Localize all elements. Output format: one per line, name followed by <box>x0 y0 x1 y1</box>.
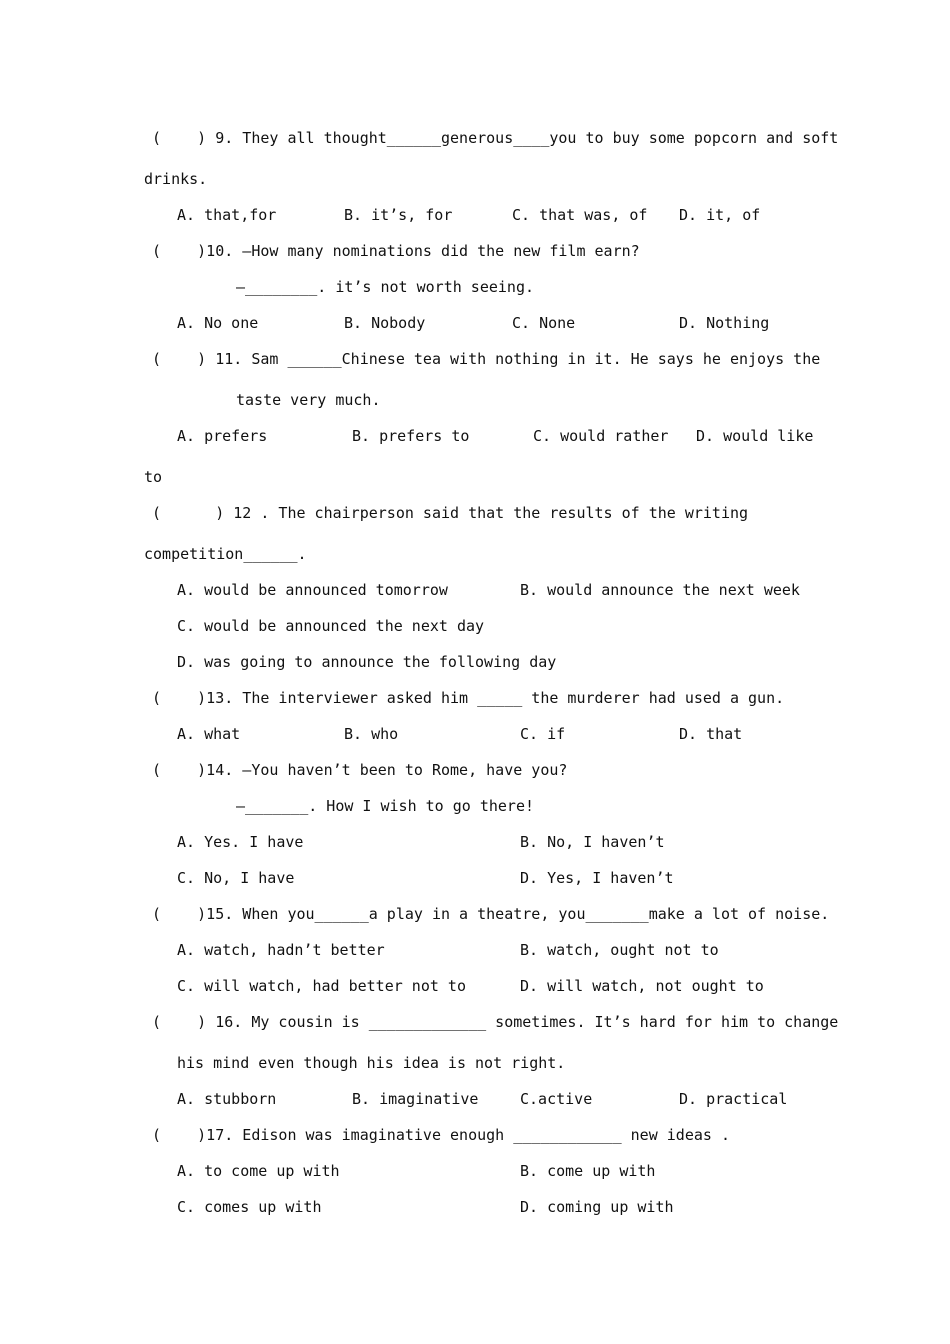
q15-option-b: B. watch, ought not to <box>520 941 719 959</box>
q16-option-b: B. imaginative <box>352 1090 479 1108</box>
q16-option-a: A. stubborn <box>177 1090 277 1108</box>
q13-option-d: D. that <box>679 725 743 743</box>
q12-option-c: C. would be announced the next day <box>177 617 485 635</box>
q9-option-d: D. it, of <box>679 206 761 224</box>
q11-stem-cont: taste very much. <box>236 391 381 409</box>
q11-option-c: C. would rather <box>533 427 669 445</box>
q9-stem-cont: drinks. <box>144 170 208 188</box>
q13-stem: ( )13. The interviewer asked him _____ the murderer had used a gun. <box>152 689 785 707</box>
q14-option-b: B. No, I haven’t <box>520 833 665 851</box>
q16-stem-cont: his mind even though his idea is not right. <box>177 1054 566 1072</box>
q16-option-c: C.active <box>520 1090 593 1108</box>
q12-option-b: B. would announce the next week <box>520 581 800 599</box>
q12-stem-cont: competition______. <box>144 545 307 563</box>
q10-stem: ( )10. —How many nominations did the new film earn? <box>152 242 640 260</box>
q12-stem: ( ) 12 . The chairperson said that the results of the writing <box>152 504 749 522</box>
q9-option-a: A. that,for <box>177 206 277 224</box>
q14-option-d: D. Yes, I haven’t <box>520 869 674 887</box>
q15-stem: ( )15. When you______a play in a theatre, you_______make a lot of noise. <box>152 905 830 923</box>
q17-stem: ( )17. Edison was imaginative enough ____________ new ideas . <box>152 1126 730 1144</box>
q9-stem <box>152 128 839 148</box>
q10-option-d: D. Nothing <box>679 314 770 332</box>
q17-option-b: B. come up with <box>520 1162 656 1180</box>
q9-option-b: B. it’s, for <box>344 206 453 224</box>
q9-stem-text: ( ) 9. They all thought______generous____you to buy some popcorn and soft <box>152 129 839 147</box>
q17-option-a: A. to come up with <box>177 1162 340 1180</box>
q14-stem: ( )14. —You haven’t been to Rome, have you? <box>152 761 568 779</box>
q11-option-d: D. would like <box>696 427 814 445</box>
q13-option-b: B. who <box>344 725 399 743</box>
q15-option-d: D. will watch, not ought to <box>520 977 764 995</box>
q14-option-a: A. Yes. I have <box>177 833 304 851</box>
q10-option-a: A. No one <box>177 314 259 332</box>
q14-option-c: C. No, I have <box>177 869 295 887</box>
q9-option-c: C. that was, of <box>512 206 648 224</box>
q17-option-d: D. coming up with <box>520 1198 674 1216</box>
q13-option-a: A. what <box>177 725 241 743</box>
q13-option-c: C. if <box>520 725 566 743</box>
q12-option-a: A. would be announced tomorrow <box>177 581 448 599</box>
q15-option-c: C. will watch, had better not to <box>177 977 466 995</box>
q10-option-c: C. None <box>512 314 576 332</box>
q16-stem: ( ) 16. My cousin is _____________ sometimes. It’s hard for him to change <box>152 1013 839 1031</box>
q15-option-a: A. watch, hadn’t better <box>177 941 385 959</box>
q11-option-b: B. prefers to <box>352 427 470 445</box>
q11-stem: ( ) 11. Sam ______Chinese tea with nothing in it. He says he enjoys the <box>152 350 821 368</box>
q11-option-d-wrap: to <box>144 468 163 486</box>
q14-stem-cont: —_______. How I wish to go there! <box>236 797 535 815</box>
q16-option-d: D. practical <box>679 1090 788 1108</box>
q12-option-d: D. was going to announce the following day <box>177 653 557 671</box>
q10-stem-cont: —________. it’s not worth seeing. <box>236 278 535 296</box>
q11-option-a: A. prefers <box>177 427 268 445</box>
q17-option-c: C. comes up with <box>177 1198 322 1216</box>
q10-option-b: B. Nobody <box>344 314 426 332</box>
